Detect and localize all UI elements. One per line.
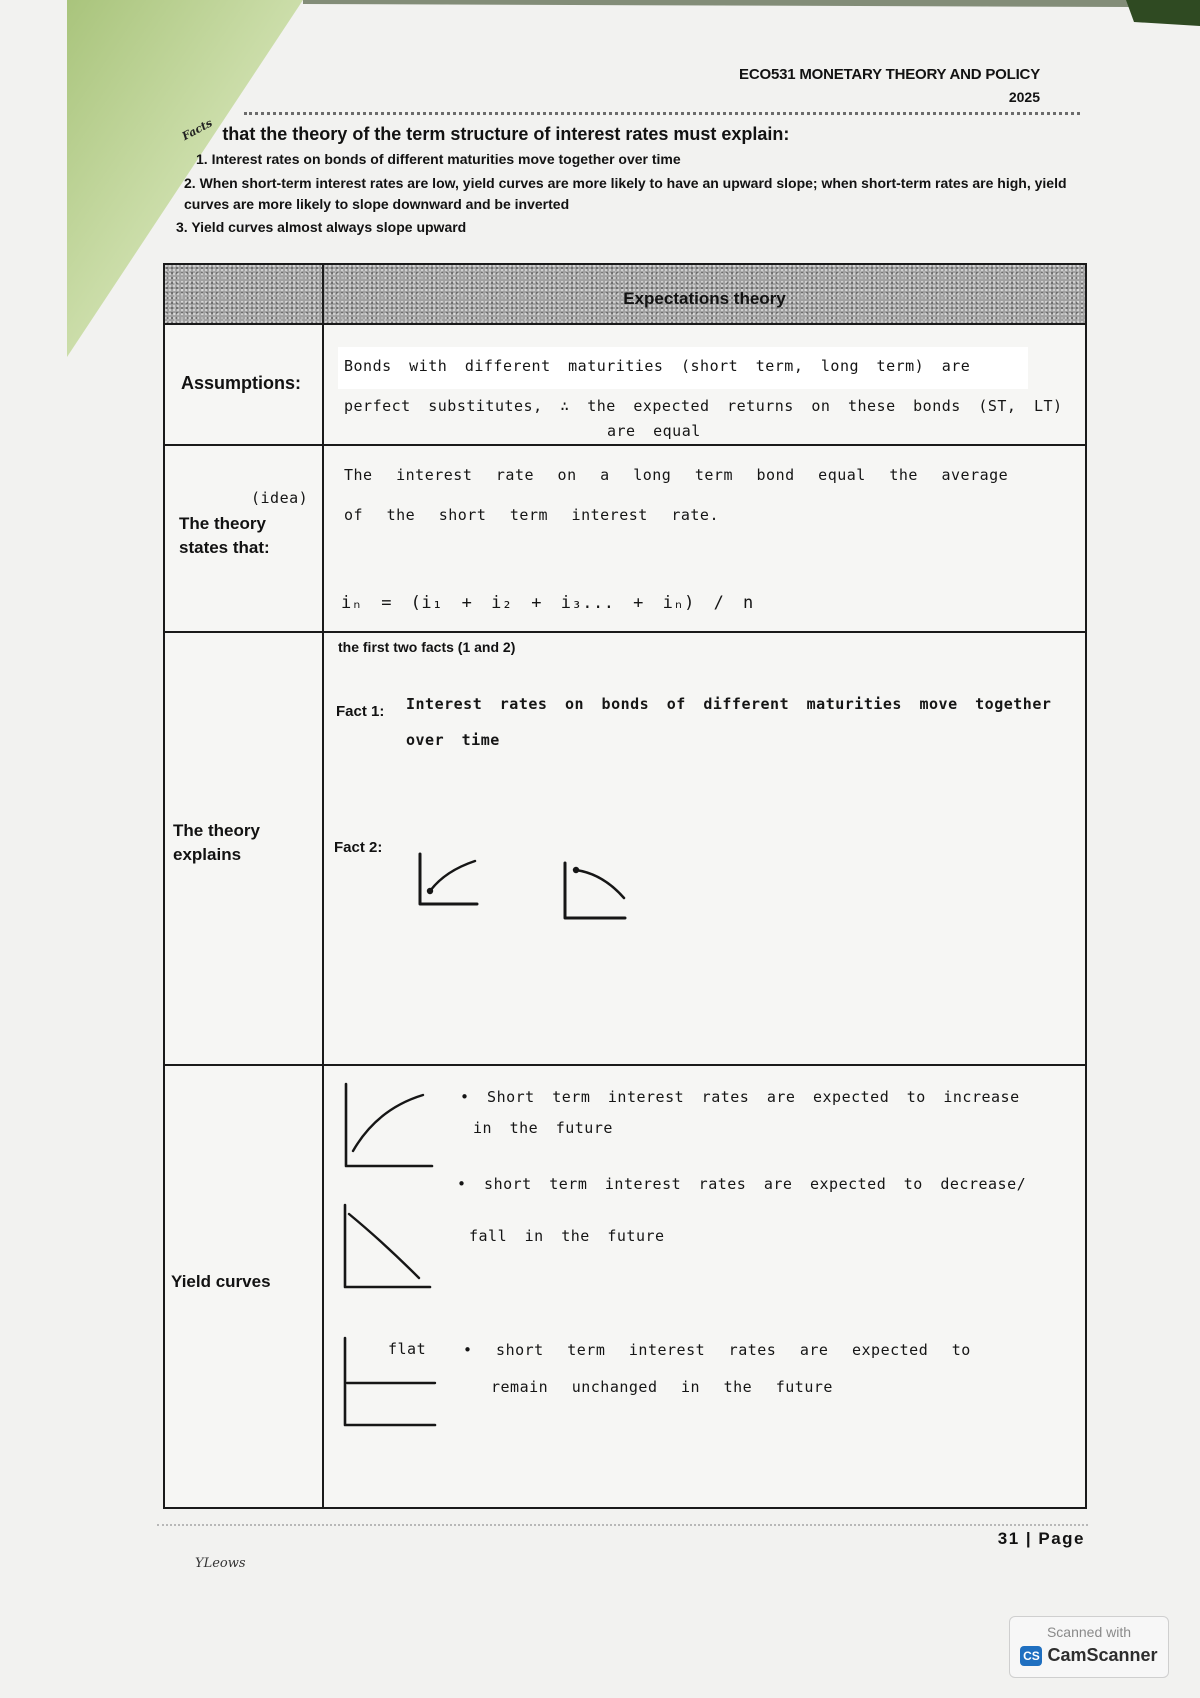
yield-curve-flat-line-2: remain unchanged in the future <box>491 1378 833 1396</box>
theory-explains-label-line-1: The theory <box>173 821 260 840</box>
facts-heading-text: that the theory of the term structure of interest rates must explain: <box>222 124 790 144</box>
theory-states-content-cell <box>324 446 1085 631</box>
theory-states-label-line-1: The theory <box>179 514 266 533</box>
upward-yield-curve-sketch <box>341 1081 435 1170</box>
yield-curves-content-cell <box>324 1066 1085 1507</box>
fact-1-label: Fact 1: <box>336 703 385 720</box>
signature: YLeows <box>195 1556 246 1571</box>
fact-item-2: 2. When short-term interest rates are low, yield curves are more likely to have an upward slope; when short-term rates are high, yield curves are more likely to slope downward and be inverted <box>184 175 1067 212</box>
fact-2-label: Fact 2: <box>334 839 383 856</box>
fact-2-downward-curve-sketch <box>561 860 629 922</box>
assumptions-line-3: are equal <box>607 422 701 440</box>
yield-curves-row <box>165 1066 1085 1507</box>
assumptions-line-2: perfect substitutes, ∴ the expected returns on these bonds (ST, LT) <box>344 397 1063 415</box>
idea-note: (idea) <box>251 489 309 507</box>
assumptions-label-cell <box>165 325 324 444</box>
yield-curve-upward-line-2: in the future <box>473 1119 613 1137</box>
course-year: 2025 <box>1008 89 1040 105</box>
fact-item-3: 3. Yield curves almost always slope upward <box>176 219 467 235</box>
column-header: Expectations theory <box>623 289 786 308</box>
assumptions-line-1: Bonds with different maturities (short term, long term) are <box>344 357 971 375</box>
theory-explains-label-cell <box>165 633 324 1064</box>
theory-explains-label-line-2: explains <box>173 845 242 864</box>
assumptions-content-cell <box>324 325 1085 444</box>
camscanner-brand-row <box>1010 1645 1168 1666</box>
assumptions-label: Assumptions: <box>181 373 302 393</box>
facts-heading <box>179 116 790 145</box>
course-title: ECO531 MONETARY THEORY AND POLICY <box>739 66 1040 83</box>
expectations-theory-table <box>163 263 1087 1509</box>
yield-curve-downward-line-2: fall in the future <box>469 1227 665 1245</box>
explains-summary: the first two facts (1 and 2) <box>338 639 516 655</box>
camscanner-logo-icon: CS <box>1020 1646 1042 1666</box>
theory-states-line-1: The interest rate on a long term bond equal the average <box>344 466 1009 484</box>
theory-states-row <box>165 446 1085 633</box>
camscanner-watermark <box>1009 1616 1169 1678</box>
fact-item-1: 1. Interest rates on bonds of different maturities move together over time <box>196 151 681 167</box>
assumptions-row <box>165 325 1085 446</box>
footer-divider <box>157 1524 1088 1526</box>
table-header-cell <box>324 265 1085 323</box>
yield-curves-label: Yield curves <box>171 1272 271 1291</box>
header-divider <box>244 112 1080 115</box>
long-term-rate-formula: iₙ = (i₁ + i₂ + i₃... + iₙ) / n <box>341 593 754 613</box>
theory-explains-row <box>165 633 1085 1066</box>
fact-1-line-2: over time <box>406 731 500 749</box>
facts-heading-lead: Facts <box>179 116 215 143</box>
theory-states-line-2: of the short term interest rate. <box>344 506 719 524</box>
downward-yield-curve-sketch <box>341 1202 433 1291</box>
yield-curves-label-cell <box>165 1066 324 1507</box>
yield-curve-downward-line-1: • short term interest rates are expected to decrease/ <box>457 1175 1027 1193</box>
camscanner-brand: CamScanner <box>1047 1645 1158 1665</box>
theory-explains-content-cell <box>324 633 1085 1064</box>
theory-states-label-line-2: states that: <box>179 538 270 557</box>
flat-curve-label: flat <box>388 1340 427 1358</box>
fact-2-upward-curve-sketch <box>415 851 481 909</box>
yield-curve-flat-line-1: • short term interest rates are expected to <box>463 1341 971 1359</box>
yield-curve-upward-line-1: • Short term interest rates are expected to increase <box>460 1088 1020 1106</box>
scanned-with-caption: Scanned with <box>1046 1624 1132 1640</box>
page-number: 31 | Page <box>997 1529 1085 1548</box>
table-header-empty-cell <box>165 265 324 323</box>
fact-1-line-1: Interest rates on bonds of different maturities move together <box>406 695 1052 713</box>
theory-states-label-cell <box>165 446 324 631</box>
table-header-row <box>165 265 1085 325</box>
